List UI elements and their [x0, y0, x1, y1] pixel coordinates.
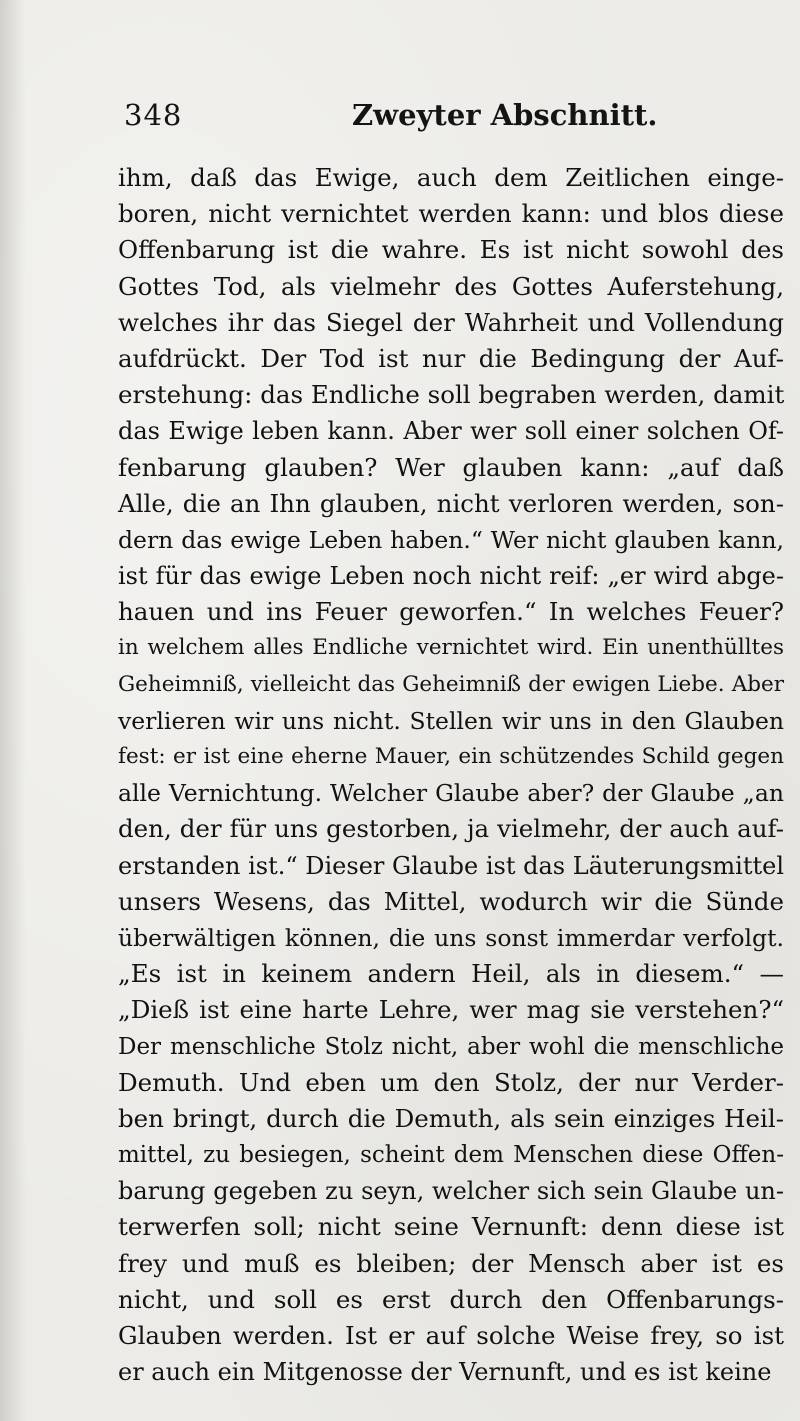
text-line: ben bringt, durch die Demuth, als sein einziges Heil- — [118, 1103, 784, 1133]
binding-shadow — [0, 0, 26, 1421]
text-line: hauen und ins Feuer geworfen.“ In welches Feuer? — [118, 597, 784, 627]
text-line: Offenbarung ist die wahre. Es ist nicht sowohl des — [118, 235, 784, 265]
text-line: dern das ewige Leben haben.“ Wer nicht glauben kann, — [118, 525, 784, 554]
text-line: ihm, daß das Ewige, auch dem Zeitlichen einge- — [118, 163, 784, 192]
text-line: erstehung: das Endliche soll begraben werden, damit — [118, 380, 785, 410]
text-line: fenbarung glauben? Wer glauben kann: „auf daß — [118, 452, 784, 482]
body-text — [118, 160, 784, 1390]
text-line: Demuth. Und eben um den Stolz, der nur Verder- — [118, 1067, 784, 1097]
text-line: boren, nicht vernichtet werden kann: und blos diese — [118, 199, 784, 229]
text-line: er auch ein Mitgenosse der Vernunft, und es ist keine — [118, 1358, 772, 1387]
text-line: Der menschliche Stolz nicht, aber wohl die menschliche — [118, 1033, 784, 1060]
text-line: „Dieß ist eine harte Lehre, wer mag sie verstehen?“ — [118, 995, 784, 1025]
text-line: mittel, zu besiegen, scheint dem Menschen diese Offen- — [118, 1142, 784, 1169]
running-head: Zweyter Abschnitt. — [352, 98, 658, 132]
text-line: „Es ist in keinem andern Heil, als in diesem.“ — — [118, 959, 784, 989]
text-line: barung gegeben zu seyn, welcher sich sein Glaube un- — [118, 1177, 784, 1206]
text-line: fest: er ist eine eherne Mauer, ein schützendes Schild gegen — [118, 744, 784, 769]
text-line: unsers Wesens, das Mittel, wodurch wir die Sünde — [118, 886, 784, 916]
text-line: ist für das ewige Leben noch nicht reif: „er wird abge- — [118, 562, 784, 591]
text-line: Gottes Tod, als vielmehr des Gottes Auferstehung, — [118, 271, 784, 301]
text-line: erstanden ist.“ Dieser Glaube ist das Läuterungsmittel — [118, 851, 784, 880]
text-line: alle Vernichtung. Welcher Glaube aber? der Glaube „an — [118, 779, 784, 808]
text-line: Alle, die an Ihn glauben, nicht verloren werden, son- — [118, 488, 784, 518]
text-line: welches ihr das Siegel der Wahrheit und Vollendung — [118, 307, 784, 337]
text-line: den, der für uns gestorben, ja vielmehr, der auch auf- — [118, 814, 784, 844]
text-line: in welchem alles Endliche vernichtet wird. Ein unenthülltes — [118, 635, 784, 661]
page-number: 348 — [124, 98, 183, 132]
page-header — [0, 98, 800, 148]
text-line: frey und muß es bleiben; der Mensch aber ist es — [118, 1248, 784, 1278]
text-line: Glauben werden. Ist er auf solche Weise frey, so ist — [118, 1321, 784, 1350]
text-line: überwältigen können, die uns sonst immerdar verfolgt. — [118, 923, 784, 952]
text-line: verlieren wir uns nicht. Stellen wir uns in den Glauben — [118, 706, 784, 735]
text-line: aufdrückt. Der Tod ist nur die Bedingung der Auf- — [118, 343, 784, 373]
text-line: terwerfen soll; nicht seine Vernunft: denn diese ist — [118, 1212, 784, 1242]
text-line: das Ewige leben kann. Aber wer soll einer solchen Of- — [118, 417, 784, 446]
text-line: Geheimniß, vielleicht das Geheimniß der ewigen Liebe. Aber — [118, 671, 784, 697]
text-line: nicht, und soll es erst durch den Offenbarungs- — [118, 1284, 784, 1314]
